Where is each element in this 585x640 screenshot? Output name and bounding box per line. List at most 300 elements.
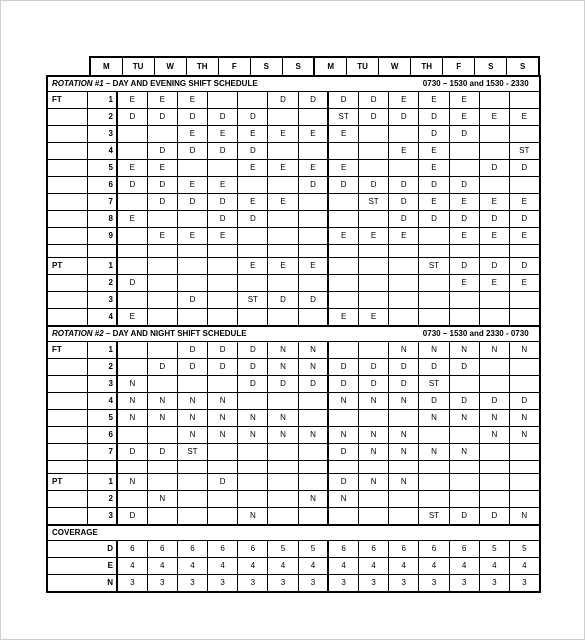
shift-cell: D <box>208 109 238 126</box>
shift-cell <box>328 410 358 427</box>
employee-number: 8 <box>87 211 117 228</box>
shift-cell: E <box>509 275 539 292</box>
day-header-cell: TU <box>347 57 379 76</box>
shift-cell: N <box>419 342 449 359</box>
shift-cell: E <box>449 109 479 126</box>
shift-cell: D <box>389 359 419 376</box>
shift-cell: D <box>419 109 449 126</box>
schedule-row <box>47 160 540 177</box>
schedule-row <box>47 342 540 359</box>
shift-cell: E <box>298 160 328 177</box>
employee-type-label <box>47 427 87 444</box>
shift-cell: E <box>147 228 177 245</box>
schedule-row <box>47 109 540 126</box>
shift-cell: D <box>449 126 479 143</box>
shift-cell: D <box>238 376 268 393</box>
shift-cell: N <box>328 427 358 444</box>
shift-cell: D <box>389 177 419 194</box>
shift-cell <box>328 342 358 359</box>
employee-type-label <box>47 160 87 177</box>
shift-cell <box>147 211 177 228</box>
shift-cell <box>359 258 389 275</box>
shift-cell: D <box>359 177 389 194</box>
shift-cell: N <box>449 342 479 359</box>
coverage-count: 5 <box>509 541 539 558</box>
shift-cell <box>359 211 389 228</box>
spacer-cell <box>328 461 358 474</box>
employee-type-label <box>47 109 87 126</box>
shift-cell <box>449 292 479 309</box>
shift-cell <box>509 474 539 491</box>
shift-cell <box>268 309 298 327</box>
shift-cell: N <box>419 444 449 461</box>
shift-cell: E <box>147 92 177 109</box>
shift-cell: N <box>117 376 147 393</box>
shift-cell <box>479 126 509 143</box>
shift-cell <box>479 376 509 393</box>
employee-type-label: FT <box>47 342 87 359</box>
spacer-cell <box>389 245 419 258</box>
shift-cell <box>389 508 419 526</box>
shift-cell: E <box>268 258 298 275</box>
shift-cell: N <box>268 410 298 427</box>
shift-cell: D <box>479 160 509 177</box>
shift-cell <box>117 359 147 376</box>
shift-cell: N <box>117 410 147 427</box>
spacer-cell <box>268 461 298 474</box>
spacer-cell <box>87 245 117 258</box>
shift-cell <box>117 143 147 160</box>
shift-cell: D <box>328 474 358 491</box>
employee-number: 6 <box>87 177 117 194</box>
spacer-row <box>47 461 540 474</box>
employee-number: 2 <box>87 359 117 376</box>
shift-cell: D <box>389 194 419 211</box>
shift-cell: N <box>389 393 419 410</box>
schedule-row <box>47 143 540 160</box>
shift-cell: D <box>268 92 298 109</box>
shift-cell: ST <box>177 444 207 461</box>
shift-cell <box>509 376 539 393</box>
spacer-cell <box>87 461 117 474</box>
shift-cell <box>389 309 419 327</box>
shift-cell: D <box>147 194 177 211</box>
shift-cell <box>177 474 207 491</box>
shift-cell <box>359 275 389 292</box>
shift-cell: E <box>177 126 207 143</box>
shift-cell: D <box>147 109 177 126</box>
shift-cell: D <box>449 211 479 228</box>
day-header-cell: W <box>154 57 186 76</box>
spacer-cell <box>449 461 479 474</box>
schedule-row <box>47 508 540 526</box>
coverage-count: 4 <box>298 558 328 575</box>
shift-cell: N <box>389 474 419 491</box>
schedule-row <box>47 194 540 211</box>
shift-cell: D <box>238 342 268 359</box>
shift-cell <box>208 376 238 393</box>
shift-cell: E <box>328 309 358 327</box>
shift-cell: D <box>177 194 207 211</box>
shift-cell <box>208 275 238 292</box>
shift-cell: D <box>449 393 479 410</box>
shift-cell: E <box>208 228 238 245</box>
schedule-row <box>47 376 540 393</box>
shift-cell: N <box>419 410 449 427</box>
shift-cell <box>509 177 539 194</box>
shift-cell: E <box>117 92 147 109</box>
shift-cell <box>298 109 328 126</box>
shift-cell: ST <box>419 258 449 275</box>
spacer-cell <box>177 461 207 474</box>
spacer-cell <box>238 461 268 474</box>
shift-cell <box>419 228 449 245</box>
coverage-count: 3 <box>449 575 479 593</box>
shift-cell <box>479 292 509 309</box>
shift-cell <box>419 491 449 508</box>
day-header-cell: F <box>443 57 475 76</box>
shift-cell: E <box>449 194 479 211</box>
day-header-cell: M <box>90 57 122 76</box>
shift-cell: N <box>268 342 298 359</box>
shift-cell <box>117 427 147 444</box>
shift-cell: N <box>328 491 358 508</box>
shift-cell <box>177 211 207 228</box>
shift-cell: E <box>328 228 358 245</box>
shift-cell <box>177 376 207 393</box>
shift-cell: D <box>509 258 539 275</box>
shift-cell: D <box>117 177 147 194</box>
shift-cell: E <box>479 228 509 245</box>
spacer-cell <box>509 245 539 258</box>
shift-cell <box>177 309 207 327</box>
spacer-cell <box>359 245 389 258</box>
shift-cell: N <box>509 427 539 444</box>
shift-cell <box>268 474 298 491</box>
spacer-cell <box>117 461 147 474</box>
shift-cell <box>147 376 177 393</box>
coverage-count: 3 <box>328 575 358 593</box>
shift-cell: E <box>268 160 298 177</box>
rotation-title-row <box>47 326 540 342</box>
shift-cell: D <box>359 92 389 109</box>
shift-cell: D <box>359 359 389 376</box>
shift-cell: D <box>208 143 238 160</box>
employee-type-label: PT <box>47 258 87 275</box>
day-header-cell: S <box>475 57 507 76</box>
shift-cell: E <box>177 228 207 245</box>
shift-cell <box>509 92 539 109</box>
shift-cell: N <box>449 410 479 427</box>
shift-cell <box>359 491 389 508</box>
shift-cell <box>298 211 328 228</box>
shift-cell: D <box>359 109 389 126</box>
shift-cell: E <box>177 177 207 194</box>
spacer-cell <box>47 245 87 258</box>
shift-cell <box>268 444 298 461</box>
shift-cell <box>208 508 238 526</box>
coverage-count: 4 <box>389 558 419 575</box>
shift-cell: ST <box>419 508 449 526</box>
shift-cell: E <box>117 211 147 228</box>
shift-cell: D <box>449 359 479 376</box>
shift-cell <box>359 410 389 427</box>
shift-cell: D <box>117 275 147 292</box>
coverage-count: 3 <box>177 575 207 593</box>
shift-cell <box>328 508 358 526</box>
coverage-count: 6 <box>147 541 177 558</box>
spacer-cell <box>147 245 177 258</box>
shift-cell <box>298 194 328 211</box>
shift-cell <box>449 143 479 160</box>
coverage-count: 6 <box>238 541 268 558</box>
shift-cell <box>509 292 539 309</box>
shift-cell <box>509 491 539 508</box>
shift-cell: N <box>298 359 328 376</box>
coverage-count: 3 <box>479 575 509 593</box>
shift-cell <box>268 393 298 410</box>
shift-cell: D <box>238 211 268 228</box>
shift-cell: D <box>449 177 479 194</box>
shift-cell: D <box>147 359 177 376</box>
spacer-cell <box>238 245 268 258</box>
schedule-row <box>47 92 540 109</box>
shift-cell: N <box>298 427 328 444</box>
employee-number: 2 <box>87 109 117 126</box>
coverage-shift-label: E <box>47 558 117 575</box>
shift-cell: D <box>117 444 147 461</box>
rotation-number: ROTATION #2 <box>52 329 104 338</box>
shift-cell: E <box>238 126 268 143</box>
shift-cell: E <box>328 126 358 143</box>
coverage-count: 4 <box>479 558 509 575</box>
spacer-cell <box>117 245 147 258</box>
shift-cell <box>238 491 268 508</box>
shift-cell <box>298 508 328 526</box>
shift-cell: E <box>359 228 389 245</box>
shift-cell: E <box>328 160 358 177</box>
coverage-count: 6 <box>208 541 238 558</box>
employee-type-label <box>47 228 87 245</box>
coverage-count: 4 <box>449 558 479 575</box>
shift-cell: E <box>419 194 449 211</box>
shift-cell: D <box>328 376 358 393</box>
coverage-title: COVERAGE <box>47 525 540 541</box>
shift-schedule-table <box>46 75 541 593</box>
spacer-cell <box>147 461 177 474</box>
shift-cell: E <box>298 126 328 143</box>
shift-cell <box>449 474 479 491</box>
shift-cell <box>268 177 298 194</box>
schedule-row <box>47 211 540 228</box>
coverage-count: 6 <box>389 541 419 558</box>
shift-cell <box>479 309 509 327</box>
spacer-cell <box>479 245 509 258</box>
employee-number: 3 <box>87 126 117 143</box>
shift-cell: N <box>238 427 268 444</box>
schedule-row <box>47 393 540 410</box>
shift-cell: N <box>208 427 238 444</box>
employee-number: 1 <box>87 92 117 109</box>
coverage-count: 4 <box>147 558 177 575</box>
day-header-row <box>90 57 539 76</box>
employee-number: 3 <box>87 508 117 526</box>
shift-cell: D <box>419 177 449 194</box>
shift-cell: E <box>117 160 147 177</box>
shift-cell <box>479 474 509 491</box>
shift-cell: E <box>479 194 509 211</box>
employee-number: 4 <box>87 309 117 327</box>
schedule-row <box>47 292 540 309</box>
shift-cell <box>117 126 147 143</box>
shift-cell: D <box>509 393 539 410</box>
shift-cell: N <box>359 393 389 410</box>
shift-cell: E <box>449 92 479 109</box>
shift-cell: E <box>117 309 147 327</box>
day-header-cell: S <box>250 57 282 76</box>
coverage-count: 4 <box>177 558 207 575</box>
schedule-row <box>47 177 540 194</box>
shift-cell: D <box>449 258 479 275</box>
coverage-count: 3 <box>419 575 449 593</box>
shift-cell: E <box>419 160 449 177</box>
employee-number: 1 <box>87 258 117 275</box>
shift-cell <box>208 292 238 309</box>
coverage-count: 3 <box>117 575 147 593</box>
shift-cell: N <box>359 444 389 461</box>
coverage-count: 6 <box>328 541 358 558</box>
employee-type-label <box>47 410 87 427</box>
shift-cell: E <box>389 228 419 245</box>
shift-cell: ST <box>419 376 449 393</box>
shift-cell: N <box>389 342 419 359</box>
employee-type-label <box>47 309 87 327</box>
shift-cell <box>268 143 298 160</box>
coverage-count: 6 <box>449 541 479 558</box>
coverage-count: 3 <box>208 575 238 593</box>
shift-cell <box>419 292 449 309</box>
schedule-row <box>47 275 540 292</box>
shift-cell: N <box>177 410 207 427</box>
day-header-cell: M <box>314 57 346 76</box>
day-header-cell: TH <box>186 57 218 76</box>
coverage-count: 6 <box>177 541 207 558</box>
coverage-count: 4 <box>328 558 358 575</box>
shift-cell: D <box>298 92 328 109</box>
shift-cell <box>177 491 207 508</box>
shift-cell <box>238 474 268 491</box>
spacer-cell <box>47 461 87 474</box>
shift-cell <box>419 427 449 444</box>
shift-cell: D <box>177 143 207 160</box>
coverage-count: 4 <box>509 558 539 575</box>
shift-cell <box>509 309 539 327</box>
shift-cell: E <box>177 92 207 109</box>
shift-cell <box>479 92 509 109</box>
shift-cell: D <box>479 508 509 526</box>
shift-cell: N <box>208 393 238 410</box>
employee-type-label <box>47 194 87 211</box>
spacer-cell <box>419 245 449 258</box>
shift-cell: N <box>479 410 509 427</box>
shift-cell <box>147 309 177 327</box>
shift-cell <box>147 342 177 359</box>
shift-cell <box>268 275 298 292</box>
shift-cell: N <box>359 474 389 491</box>
shift-cell: D <box>147 177 177 194</box>
shift-cell: D <box>238 109 268 126</box>
shift-cell: N <box>117 393 147 410</box>
shift-cell <box>238 275 268 292</box>
shift-cell: E <box>268 194 298 211</box>
shift-cell: E <box>419 143 449 160</box>
schedule-row <box>47 126 540 143</box>
shift-cell: D <box>328 359 358 376</box>
coverage-count: 4 <box>117 558 147 575</box>
shift-cell: D <box>298 376 328 393</box>
schedule-row <box>47 474 540 491</box>
spacer-cell <box>208 245 238 258</box>
shift-cell <box>419 309 449 327</box>
shift-cell <box>479 444 509 461</box>
shift-cell <box>117 194 147 211</box>
employee-number: 1 <box>87 342 117 359</box>
rotation-title <box>47 326 540 342</box>
coverage-shift-label: D <box>47 541 117 558</box>
day-header-cell: TH <box>411 57 443 76</box>
shift-cell: N <box>268 427 298 444</box>
shift-cell: D <box>238 143 268 160</box>
shift-cell: E <box>449 275 479 292</box>
shift-cell <box>298 228 328 245</box>
employee-type-label: FT <box>47 92 87 109</box>
coverage-title-row <box>47 525 540 541</box>
shift-cell <box>147 474 177 491</box>
coverage-count: 4 <box>238 558 268 575</box>
shift-cell <box>359 126 389 143</box>
day-header-cell: TU <box>122 57 154 76</box>
shift-cell <box>208 491 238 508</box>
coverage-count: 6 <box>117 541 147 558</box>
day-header-table <box>89 56 540 77</box>
shift-cell <box>389 292 419 309</box>
schedule-row <box>47 309 540 327</box>
shift-cell <box>298 474 328 491</box>
shift-cell <box>208 92 238 109</box>
shift-cell <box>389 126 419 143</box>
employee-type-label <box>47 508 87 526</box>
shift-cell <box>389 491 419 508</box>
shift-cell <box>359 292 389 309</box>
shift-cell <box>238 177 268 194</box>
coverage-row <box>47 558 540 575</box>
shift-cell: D <box>509 211 539 228</box>
shift-cell: E <box>147 160 177 177</box>
shift-cell: E <box>389 92 419 109</box>
shift-cell: N <box>177 427 207 444</box>
coverage-count: 6 <box>419 541 449 558</box>
coverage-row <box>47 541 540 558</box>
shift-cell <box>479 491 509 508</box>
shift-cell: D <box>359 376 389 393</box>
coverage-count: 6 <box>359 541 389 558</box>
shift-cell <box>147 275 177 292</box>
shift-cell: N <box>328 393 358 410</box>
spacer-cell <box>208 461 238 474</box>
coverage-count: 4 <box>419 558 449 575</box>
shift-cell: N <box>298 491 328 508</box>
shift-cell: D <box>298 292 328 309</box>
